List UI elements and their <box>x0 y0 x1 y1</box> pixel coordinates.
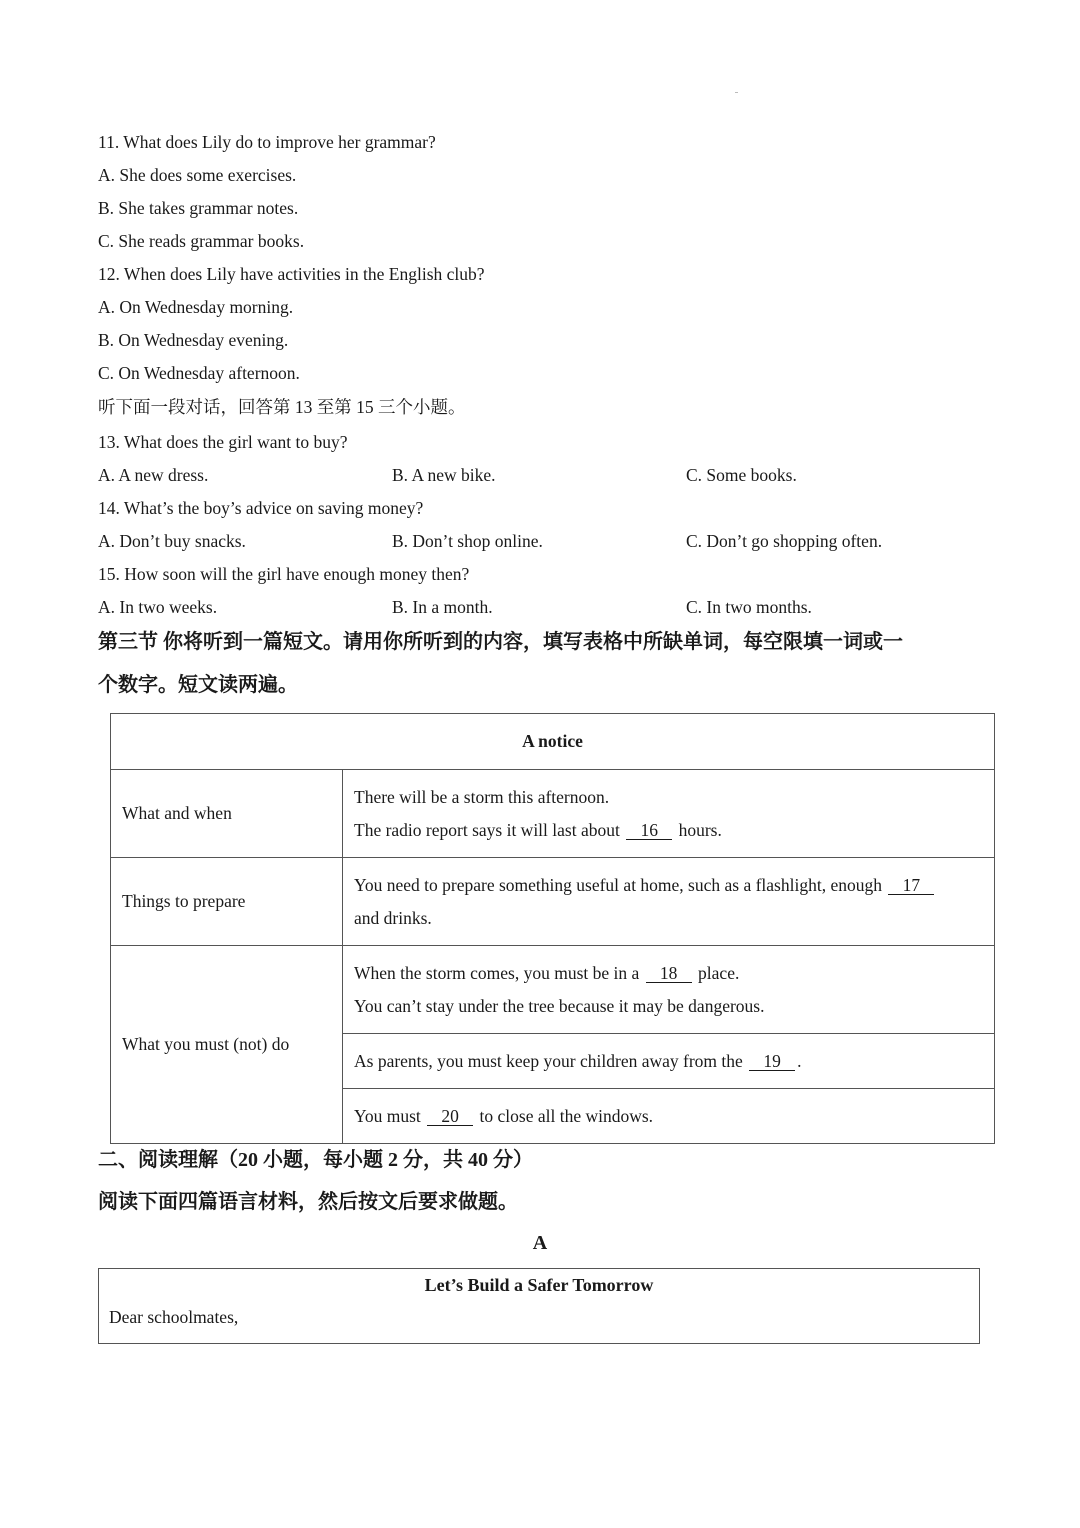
q14-option-b: B. Don’t shop online. <box>392 531 543 551</box>
blank-18: 18 <box>646 964 692 983</box>
blank-17: 17 <box>888 876 934 895</box>
q15-option-c: C. In two months. <box>686 597 812 617</box>
question-13: 13. What does the girl want to buy? <box>98 432 348 452</box>
question-15: 15. How soon will the girl have enough money then? <box>98 564 470 584</box>
passage-label: A <box>532 1232 548 1254</box>
q13-option-a: A. A new dress. <box>98 465 209 485</box>
section3-heading-line2: 个数字。短文读两遍。 <box>98 674 298 696</box>
row-content-what-when <box>343 770 995 858</box>
row-content-must-b <box>343 1034 995 1089</box>
q11-option-c: C. She reads grammar books. <box>98 231 305 251</box>
q14-option-a: A. Don’t buy snacks. <box>98 531 246 551</box>
passage-a-box <box>98 1268 980 1344</box>
prepare-sentence-cont: and drinks. <box>354 907 432 928</box>
q12-option-a: A. On Wednesday morning. <box>98 297 294 317</box>
storm-comes-sentence: When the storm comes, you must be in a 18 place. <box>354 962 740 983</box>
windows-sentence: You must 20 to close all the windows. <box>354 1105 654 1126</box>
notice-row-must-a <box>111 946 995 1034</box>
q12-option-c: C. On Wednesday afternoon. <box>98 363 300 383</box>
question-11: 11. What does Lily do to improve her grammar? <box>98 132 436 152</box>
question-12: 12. When does Lily have activities in the English club? <box>98 264 485 284</box>
q13-option-c: C. Some books. <box>686 465 797 485</box>
row-label-must: What you must (not) do <box>111 946 343 1144</box>
tree-sentence: You can’t stay under the tree because it may be dangerous. <box>354 995 765 1016</box>
reading-instruction: 阅读下面四篇语言材料，然后按文后要求做题。 <box>98 1191 518 1213</box>
notice-title-row <box>111 714 995 770</box>
blank-16: 16 <box>626 821 672 840</box>
radio-sentence: The radio report says it will last about 16 hours. <box>354 819 722 840</box>
q15-option-b: B. In a month. <box>392 597 493 617</box>
q13-option-b: B. A new bike. <box>392 465 496 485</box>
prepare-sentence: You need to prepare something useful at home, such as a flashlight, enough 17 <box>354 869 983 902</box>
scan-speck <box>735 92 738 93</box>
letter-greeting: Dear schoolmates, <box>109 1307 239 1327</box>
question-14: 14. What’s the boy’s advice on saving money? <box>98 498 424 518</box>
q12-option-b: B. On Wednesday evening. <box>98 330 289 350</box>
row-content-must-c <box>343 1089 995 1144</box>
notice-row-what-when <box>111 770 995 858</box>
row-content-things <box>343 858 995 946</box>
instruction-13-15: 听下面一段对话，回答第 13 至第 15 三个小题。 <box>98 397 466 417</box>
blank-20: 20 <box>427 1107 473 1126</box>
q11-option-a: A. She does some exercises. <box>98 165 297 185</box>
row-label-what-when: What and when <box>111 770 343 858</box>
q11-option-b: B. She takes grammar notes. <box>98 198 299 218</box>
parents-sentence: As parents, you must keep your children away from the 19 . <box>354 1050 802 1071</box>
reading-heading: 二、阅读理解（20 小题，每小题 2 分，共 40 分） <box>98 1149 533 1171</box>
notice-row-things <box>111 858 995 946</box>
storm-sentence: There will be a storm this afternoon. <box>354 786 610 807</box>
row-label-things: Things to prepare <box>111 858 343 946</box>
row-content-must-a <box>343 946 995 1034</box>
q14-option-c: C. Don’t go shopping often. <box>686 531 883 551</box>
section3-heading-line1: 第三节 你将听到一篇短文。请用你所听到的内容，填写表格中所缺单词，每空限填一词或一 <box>98 631 903 653</box>
blank-19: 19 <box>749 1052 795 1071</box>
passage-title: Let’s Build a Safer Tomorrow <box>424 1275 654 1295</box>
notice-title: A notice <box>111 714 995 770</box>
notice-table <box>110 713 995 1144</box>
q15-option-a: A. In two weeks. <box>98 597 218 617</box>
